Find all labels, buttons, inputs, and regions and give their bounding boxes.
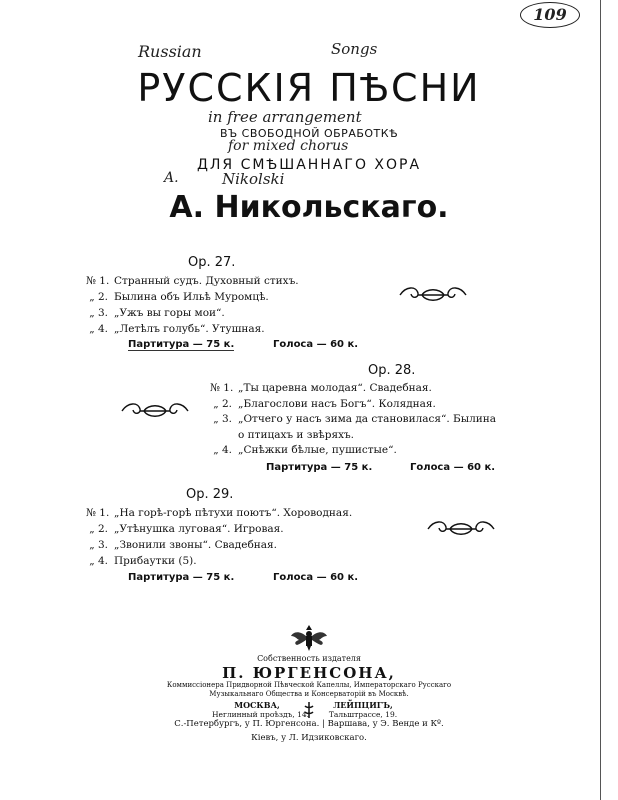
op29-voices-price: Голоса — 60 к. [273,572,359,583]
list-item [210,382,432,394]
item-number: № 1. [86,275,110,287]
list-item [210,444,397,456]
item-title: „Ты царевна молодая“. Свадебная. [238,382,432,394]
op28-score-price: Партитура — 75 к. [266,462,373,473]
annotation-songs: Songs [331,40,378,58]
corner-number-circle [520,2,580,28]
publisher-name: П. ЮРГЕНСОНА, [222,664,396,682]
item-number: „ 4. [89,555,108,567]
item-number: „ 4. [213,444,232,456]
op27-score-price: Партитура — 75 к. [128,339,235,350]
item-title: „На горѣ-горѣ пѣтухи поютъ“. Хороводная. [114,507,353,519]
publisher-branches [0,719,618,729]
item-title: „Отчего у насъ зима да становилася“. Былина [238,413,497,425]
list-item [210,413,496,425]
branch-separator: | [322,719,328,729]
ornament-divider [118,400,192,422]
op29-score-price: Партитура — 75 к. [128,572,235,583]
list-item [86,507,352,519]
item-number: „ 3. [89,307,108,319]
item-title: „Звонили звоны“. Свадебная. [114,539,278,551]
annotation-free-arrangement: in free arrangement [208,108,362,126]
item-number: „ 3. [89,539,108,551]
item-title: „Снѣжки бѣлые, пушистые“. [238,444,397,456]
list-item [86,539,277,551]
leipzig-label: ЛЕЙПЦИГЪ, [333,700,393,710]
item-title: „Утѣнушка луговая“. Игровая. [114,523,284,535]
annotation-mixed-chorus: for mixed chorus [228,138,349,154]
item-number: № 1. [86,507,110,519]
imperial-eagle-emblem [289,622,329,652]
list-item [86,291,269,303]
op29-label: Op. 29. [186,487,234,502]
item-number: „ 2. [89,523,108,535]
moscow-address: Неглинный проѣздъ, 14. [212,710,310,719]
ornament-divider [396,284,470,306]
moscow-label: МОСКВА, [234,700,280,710]
op28-label: Op. 28. [368,363,416,378]
list-item [86,307,225,319]
publisher-ownership: Собственность издателя [257,654,361,663]
item-number: „ 3. [213,413,232,425]
item-number: „ 4. [89,323,108,335]
item-title: Былина объ Ильѣ Муромцѣ. [114,291,269,303]
op27-voices-price: Голоса — 60 к. [273,339,359,350]
corner-number: 109 [533,5,567,24]
list-item [86,275,299,287]
publisher-moscow [212,700,310,719]
branch-kiev: Кіевъ, у Л. Идзиковскаго. [251,733,367,743]
publisher-society-line: Музыкальнаго Общества и Консерваторій въ Москвѣ. [209,690,409,698]
fleuron-icon [303,701,315,719]
main-title: РУССКІЯ ПѢСНИ [137,66,481,110]
item-number: „ 2. [213,397,232,410]
list-item [210,429,354,441]
annotation-russian: Russian [138,42,202,61]
list-item [86,523,284,535]
composer-name: А. Никольскаго. [169,190,449,225]
annotation-nikolski: Nikolski [222,170,285,188]
item-title: „Летѣлъ голубь“. Утушная. [114,323,265,335]
leipzig-address: Тальштрассе, 19. [328,710,398,719]
publisher-leipzig [318,700,408,719]
op27-label: Op. 27. [188,255,236,270]
list-item [86,555,197,567]
subtitle-chorus: ДЛЯ СМѢШАННАГО ХОРА [196,157,422,173]
item-number: „ 2. [89,291,108,303]
item-title: Странный судъ. Духовный стихъ. [114,275,299,287]
op28-voices-price: Голоса — 60 к. [410,462,496,473]
item-title: „Благослови насъ Богъ“. Колядная. [238,397,436,410]
subtitle-arrangement: ВЪ СВОБОДНОЙ ОБРАБОТКѢ [219,127,399,140]
item-number: № 1. [210,382,234,394]
ornament-divider [424,518,498,540]
list-item [210,398,436,410]
branch-stpetersburg: С.-Петербургъ, у П. Юргенсона. [174,719,320,729]
publisher-commission-line: Коммиссіонера Придворной Пѣвческой Капеллы, Императорскаго Русскаго [166,681,452,689]
branch-warsaw: Варшава, у Э. Венде и Кº. [327,719,444,729]
item-title: Прибаутки (5). [114,555,197,567]
annotation-a: A. [164,170,179,186]
item-title: о птицахъ и звѣряхъ. [238,428,355,441]
list-item [86,323,265,335]
item-title: „Ужъ вы горы мои“. [114,307,225,319]
